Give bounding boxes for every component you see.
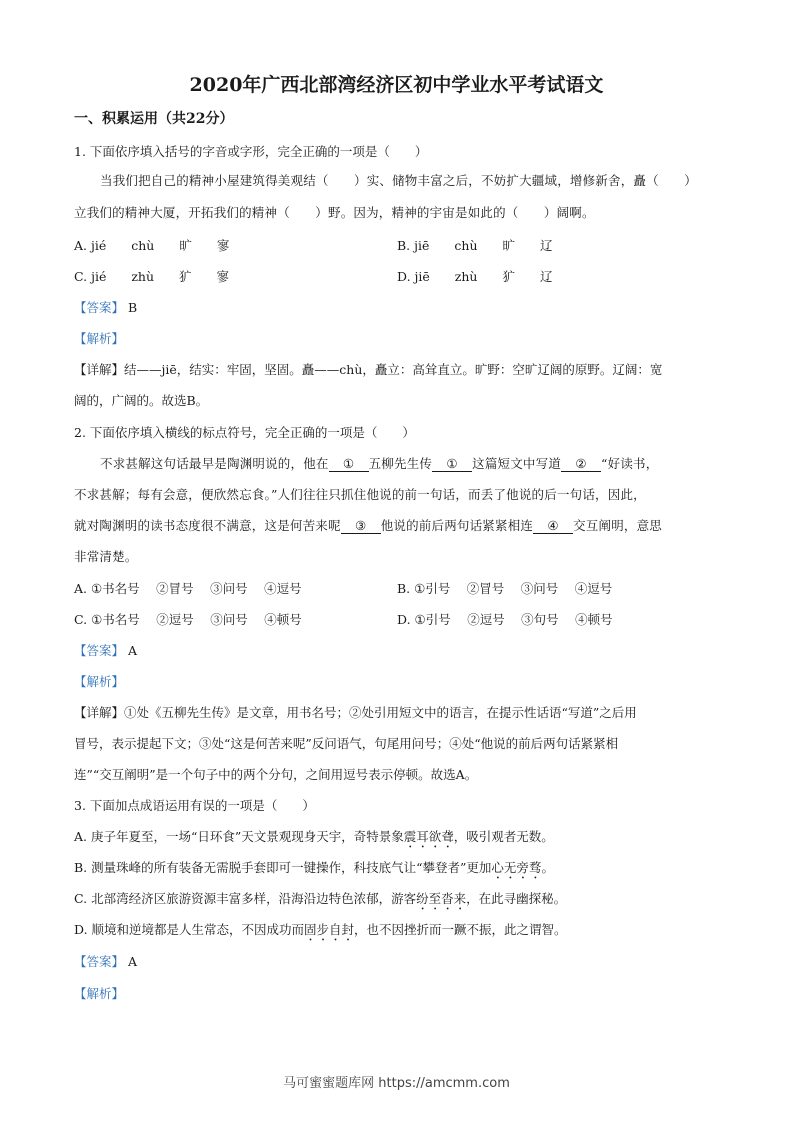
answer-label: 【答案】 — [74, 643, 125, 658]
q2-passage-line-2: 不求甚解；每有会意，便欣然忘食。”人们往往只抓住他说的前一句话，而丢了他说的后一句话，因此， — [74, 487, 646, 502]
q3-option-b: B. 测量珠峰的所有装备无需脱手套即可一键操作，科技底气让“攀登者”更加心无旁骛。 — [74, 860, 554, 875]
q2-passage-line-4: 非常清楚。 — [74, 549, 138, 564]
footer-watermark: 马可蜜蜜题库网 https://amcmm.com — [283, 1076, 510, 1091]
q2-detail-line-1: 【详解】①处《五柳先生传》是文章，用书名号；②处引用短文中的语言，在提示性话语“写道”之后用 — [74, 705, 637, 720]
q3-answer — [74, 952, 137, 970]
q2-analysis-label: 【解析】 — [74, 674, 125, 689]
q3-option-d: D. 顺境和逆境都是人生常态，不因成功而固步自封，也不因挫折而一蹶不振，此之谓智。 — [74, 922, 567, 937]
q3-analysis-label: 【解析】 — [74, 986, 125, 1001]
q2-option-d: D. ①引号 ②逗号 ③句号 ④顿号 — [397, 612, 613, 627]
section-heading: 一、积累运用（共22分） — [74, 111, 234, 127]
q2-passage-line-1: 不求甚解这句话最早是陶渊明说的，他在 ① 五柳先生传 ① 这篇短文中写道 ② “好读书， — [100, 456, 659, 471]
q1-passage-line-2: 立我们的精神大厦，开拓我们的精神（ ）野。因为，精神的宇宙是如此的（ ）阔啊。 — [74, 205, 595, 220]
q2-detail-line-3: 连”“交互阐明”是一个句子中的两个分句，之间用逗号表示停顿。故选A。 — [74, 767, 478, 782]
blank-1: ① — [329, 456, 369, 472]
q3-option-c: C. 北部湾经济区旅游资源丰富多样，沿海沿边特色浓郁，游客纷至沓来，在此寻幽探秘。 — [74, 891, 567, 906]
q3-option-a: A. 庚子年夏至，一场“日环食”天文景观现身天宇，奇特景象震耳欲聋，吸引观者无数。 — [74, 829, 554, 844]
q1-detail-line-1: 【详解】结——jiē，结实：牢固，坚固。矗——chù，矗立：高耸直立。旷野：空旷辽阔的原野。辽阔：宽 — [74, 362, 663, 377]
page-title: 2020年广西北部湾经济区初中学业水平考试语文 — [189, 74, 604, 96]
dotted-idiom: 震耳欲聋 — [403, 829, 454, 844]
q1-analysis-label: 【解析】 — [74, 331, 125, 346]
q1-option-c: C. jié zhù 犷 寥 — [74, 269, 230, 284]
dotted-idiom: 固步自封 — [304, 922, 355, 937]
q1-option-d: D. jiē zhù 犷 辽 — [397, 269, 553, 284]
q1-answer-value: B — [128, 300, 138, 315]
q1-option-b: B. jiē chù 旷 辽 — [397, 238, 553, 253]
blank-3: ③ — [341, 518, 381, 534]
q2-detail-line-2: 冒号，表示提起下文；③处“这是何苦来呢”反问语气，句尾用问号；④处“他说的前后两句话紧紧相 — [74, 736, 619, 751]
q2-option-c: C. ①书名号 ②逗号 ③问号 ④顿号 — [74, 612, 302, 627]
q3-answer-value: A — [128, 954, 138, 969]
q2-passage-line-3: 就对陶渊明的读书态度很不满意，这是何苦来呢 ③ 他说的前后两句话紧紧相连 ④ 交互阐明，意思 — [74, 518, 663, 533]
q1-option-a: A. jié chù 旷 寥 — [74, 238, 230, 253]
q1-detail-line-2: 阔的，广阔的。故选B。 — [74, 393, 209, 408]
q1-passage-line-1: 当我们把自己的精神小屋建筑得美观结（ ）实、储物丰富之后，不妨扩大疆域，增修新舍，矗（ ） — [100, 173, 697, 188]
dotted-idiom: 心无旁骛 — [491, 860, 542, 875]
q2-option-b: B. ①引号 ②冒号 ③问号 ④逗号 — [397, 581, 613, 596]
q2-answer-value: A — [128, 643, 138, 658]
q2-option-a: A. ①书名号 ②冒号 ③问号 ④逗号 — [74, 581, 302, 596]
q1-answer — [74, 298, 137, 316]
q2-stem: 2. 下面依序填入横线的标点符号，完全正确的一项是（ ） — [74, 425, 415, 440]
answer-label: 【答案】 — [74, 954, 125, 969]
q1-stem: 1. 下面依序填入括号的字音或字形，完全正确的一项是（ ） — [74, 144, 428, 159]
dotted-idiom: 纷至沓来 — [416, 891, 467, 906]
q3-stem: 3. 下面加点成语运用有误的一项是（ ） — [74, 798, 315, 813]
blank-2: ② — [561, 456, 601, 472]
answer-label: 【答案】 — [74, 300, 125, 315]
blank-1b: ① — [432, 456, 472, 472]
q2-answer — [74, 641, 137, 659]
blank-4: ④ — [533, 518, 573, 534]
